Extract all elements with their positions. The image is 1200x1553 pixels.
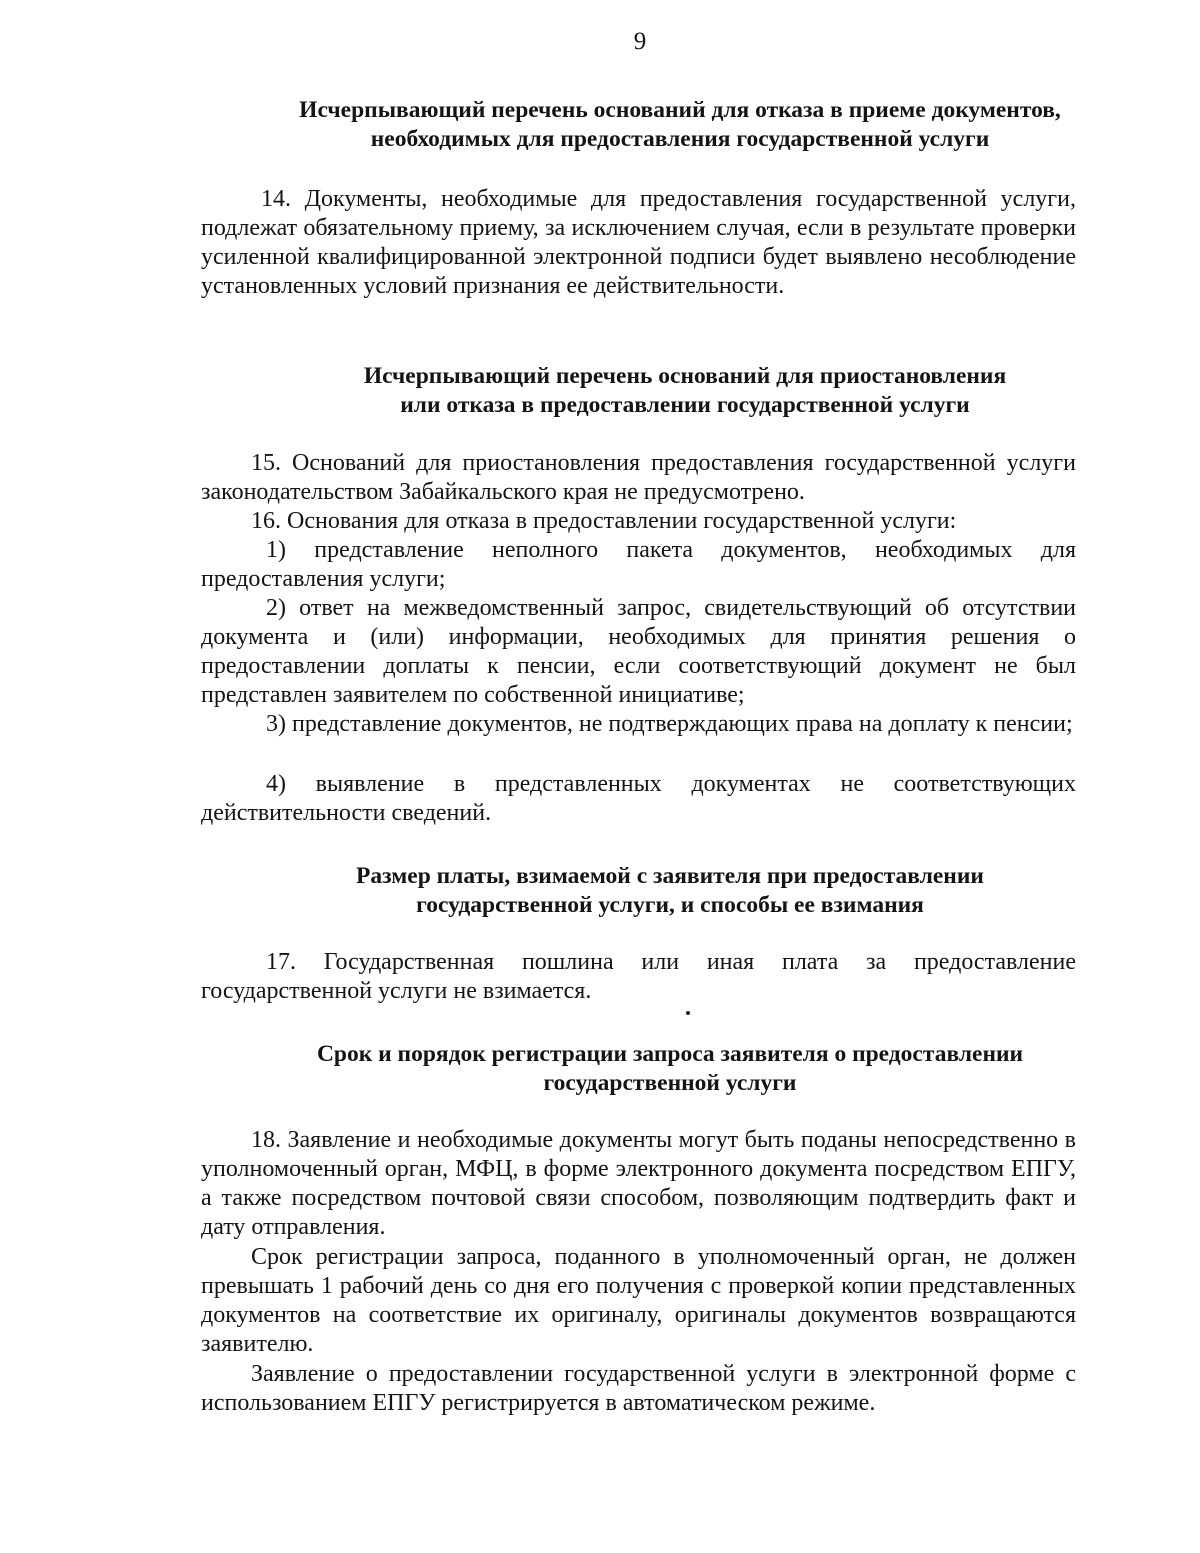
section-heading-fee (150, 862, 1190, 920)
paragraph-18: 18. Заявление и необходимые документы могут быть поданы непосредственно в уполномоченный орган, МФЦ, в форме электронного документа посредством ЕПГУ, а также посредством почтовой связи способом, позволяющим подтвердить факт и дату отправления. (201, 1127, 1076, 1240)
paragraph-16-item-3: 3) представление документов, не подтверждающих права на доплату к пенсии; (266, 711, 1073, 737)
paragraph-16-item-2: 2) ответ на межведомственный запрос, свидетельствующий об отсутствии документа и (или) информации, необходимых для принятия решения о предоставлении доплаты к пенсии, если соответствующий документ не был представлен заявителем по собственной инициативе; (201, 595, 1076, 708)
section-heading-refusal-acceptance (160, 96, 1200, 154)
scan-speck (686, 1011, 690, 1015)
paragraph-14: 14. Документы, необходимые для предоставления государственной услуги, подлежат обязательному приему, за исключением случая, если в результате проверки усиленной квалифицированной электронной подписи будет выявлено несоблюдение установленных условий признания ее действительности. (201, 186, 1076, 299)
heading-line: Размер платы, взимаемой с заявителя при предоставлении (356, 863, 984, 889)
heading-line: необходимых для предоставления государственной услуги (370, 126, 990, 152)
section-heading-suspension-refusal (165, 362, 1200, 420)
paragraph-15: 15. Оснований для приостановления предоставления государственной услуги законодательством Забайкальского края не предусмотрено. (201, 450, 1076, 505)
heading-line: государственной услуги, и способы ее взимания (416, 892, 924, 918)
paragraph-17: 17. Государственная пошлина или иная плата за предоставление государственной услуги не взимается. (201, 949, 1076, 1004)
heading-line: Срок и порядок регистрации запроса заявителя о предоставлении (316, 1041, 1024, 1067)
section-heading-registration (150, 1040, 1190, 1098)
paragraph-18-electronic: Заявление о предоставлении государственной услуги в электронной форме с использованием ЕПГУ регистрируется в автоматическом режиме. (201, 1361, 1076, 1416)
paragraph-18-registration-term: Срок регистрации запроса, поданного в уполномоченный орган, не должен превышать 1 рабочий день со дня его получения с проверкой копии представленных документов на соответствие их оригиналу, оригиналы документов возвращаются заявителю. (201, 1244, 1076, 1357)
heading-line: Исчерпывающий перечень оснований для приостановления (363, 363, 1007, 389)
page-number: 9 (633, 28, 647, 55)
heading-line: или отказа в предоставлении государственной услуги (400, 392, 970, 418)
heading-line: Исчерпывающий перечень оснований для отказа в приеме документов, (299, 97, 1061, 123)
paragraph-16-item-1: 1) представление неполного пакета документов, необходимых для предоставления услуги; (201, 537, 1076, 592)
paragraph-16-item-4: 4) выявление в представленных документах не соответствующих действительности сведений. (201, 771, 1076, 826)
paragraph-16: 16. Основания для отказа в предоставлении государственной услуги: (251, 508, 957, 534)
heading-line: государственной услуги (543, 1070, 797, 1096)
